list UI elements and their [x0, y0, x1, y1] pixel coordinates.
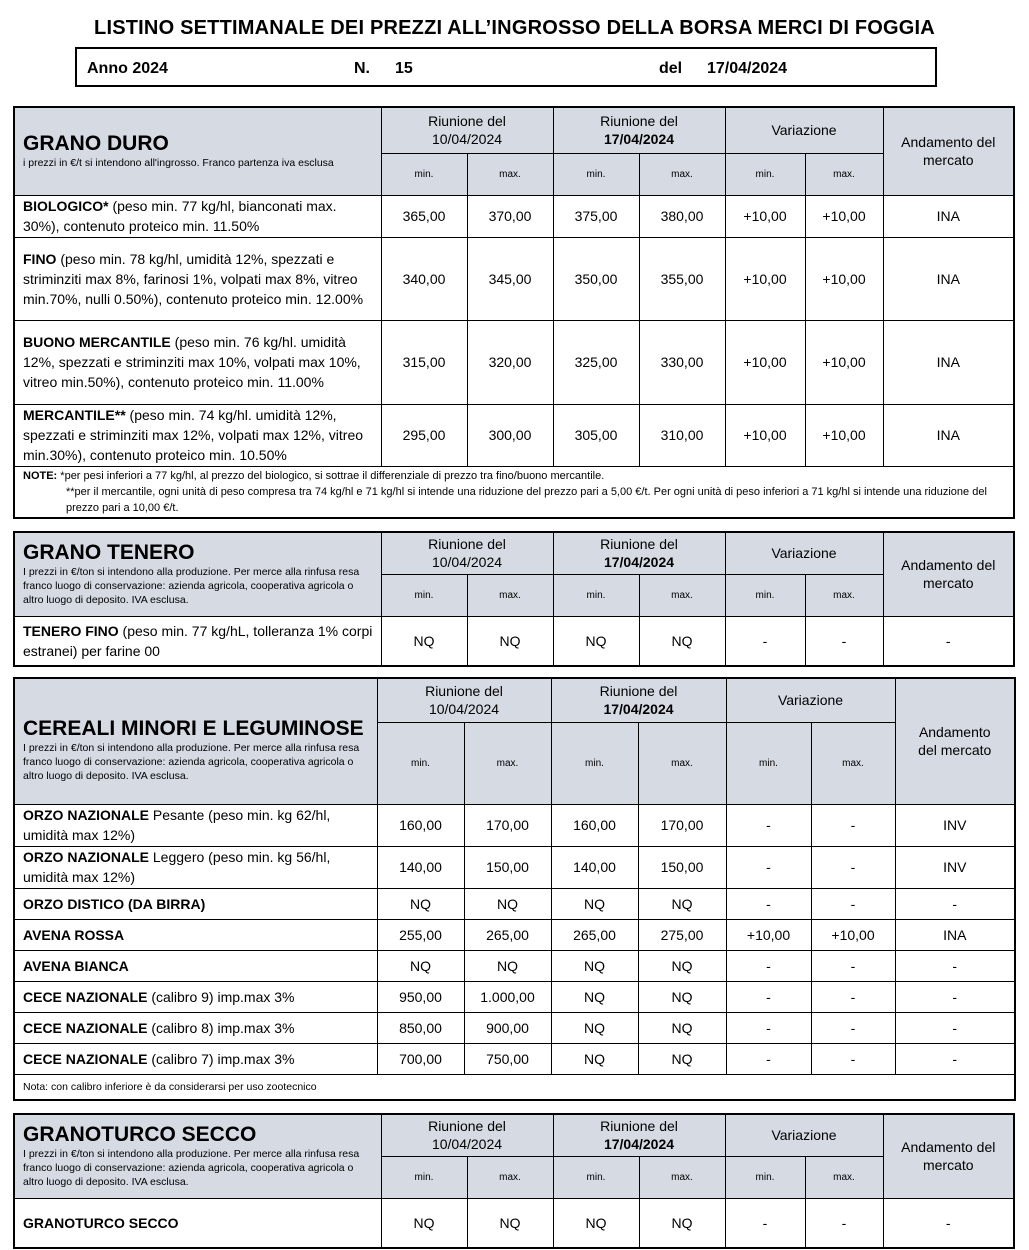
- sub-max: max.: [805, 153, 883, 195]
- table-row: [14, 888, 1015, 919]
- cell-andamento: INA: [895, 919, 1015, 950]
- cell-curr-min: 325,00: [553, 320, 639, 404]
- cell-var-min: +10,00: [725, 195, 805, 237]
- product-spec: (peso min. 76 kg/hl. umidità 12%, spezzati e striminziti max 10%, volpati max 10%, vitreo min.50%), contenuto proteico min. 11.00%: [23, 334, 361, 390]
- product-name: BIOLOGICO*: [23, 198, 109, 214]
- grano-tenero-title-cell: [14, 532, 381, 616]
- cell-curr-min: 265,00: [551, 919, 638, 950]
- cell-var-min: +10,00: [725, 404, 805, 466]
- granoturco-table: [13, 1113, 1015, 1249]
- cell-curr-max: 355,00: [639, 237, 725, 320]
- cell-var-max: -: [811, 804, 895, 846]
- sub-min: min.: [553, 153, 639, 195]
- product-spec: (calibro 7) imp.max 3%: [147, 1050, 295, 1067]
- cell-curr-max: 310,00: [639, 404, 725, 466]
- header-andamento: Andamento del mercato: [883, 1114, 1014, 1198]
- granoturco-subtitle: I prezzi in €/ton si intendono alla produzione. Per merce alla rinfusa resa franco luogo di conservazione: azienda agricola, cooperativa agricola o altro luogo di deposito. IVA esclusa.: [23, 1148, 360, 1189]
- cell-var-max: -: [811, 981, 895, 1012]
- cell-prev-min: NQ: [377, 950, 464, 981]
- cell-curr-min: NQ: [551, 888, 638, 919]
- product-name: AVENA ROSSA: [23, 926, 125, 943]
- product-description: [14, 950, 377, 981]
- product-description: [14, 1043, 377, 1074]
- listing-header: [75, 47, 937, 87]
- grano-duro-subtitle: i prezzi in €/t si intendono all'ingrosso. Franco partenza iva esclusa: [23, 157, 334, 170]
- sub-min: min.: [725, 153, 805, 195]
- cereali-table: [13, 677, 1016, 1101]
- sub-max: max.: [639, 1156, 725, 1198]
- table-row: [14, 1043, 1015, 1074]
- sub-min: min.: [726, 722, 811, 804]
- cereali-note: Nota: con calibro inferiore è da considerarsi per uso zootecnico: [14, 1074, 1015, 1100]
- granoturco-title: GRANOTURCO SECCO: [23, 1123, 257, 1147]
- cell-prev-min: 140,00: [377, 846, 464, 888]
- sub-max: max.: [467, 153, 553, 195]
- product-name: GRANOTURCO SECCO: [23, 1214, 179, 1231]
- cell-andamento: INA: [883, 404, 1014, 466]
- cell-curr-max: 150,00: [638, 846, 726, 888]
- cell-var-min: -: [726, 888, 811, 919]
- cell-curr-max: 380,00: [639, 195, 725, 237]
- cell-prev-min: 365,00: [381, 195, 467, 237]
- table-row: [14, 616, 1014, 666]
- cell-prev-max: 750,00: [464, 1043, 551, 1074]
- table-row: [14, 404, 1014, 466]
- cell-andamento: INV: [895, 804, 1015, 846]
- number-label: N.: [354, 60, 370, 77]
- sub-max: max.: [805, 574, 883, 616]
- cell-prev-max: NQ: [467, 616, 553, 666]
- cell-curr-min: NQ: [551, 950, 638, 981]
- cell-prev-min: NQ: [377, 888, 464, 919]
- sub-min: min.: [553, 1156, 639, 1198]
- product-description: [14, 404, 381, 466]
- product-name: ORZO NAZIONALE: [23, 807, 149, 823]
- product-name: AVENA BIANCA: [23, 957, 129, 974]
- cell-prev-max: 900,00: [464, 1012, 551, 1043]
- table-row: [14, 919, 1015, 950]
- cell-var-max: -: [805, 616, 883, 666]
- cell-prev-max: 1.000,00: [464, 981, 551, 1012]
- header-riunione-curr: Riunione del 17/04/2024: [553, 1114, 725, 1156]
- cell-andamento: -: [895, 888, 1015, 919]
- product-spec: (peso min. 77 kg/hl, bianconati max. 30%), contenuto proteico min. 11.50%: [23, 198, 337, 234]
- sub-max: max.: [811, 722, 895, 804]
- header-variazione: Variazione: [726, 678, 895, 722]
- cell-prev-min: 255,00: [377, 919, 464, 950]
- sub-max: max.: [467, 1156, 553, 1198]
- cell-var-max: +10,00: [805, 404, 883, 466]
- cell-var-max: -: [811, 950, 895, 981]
- cell-var-max: +10,00: [805, 195, 883, 237]
- cell-prev-max: 300,00: [467, 404, 553, 466]
- table-row: [14, 804, 1015, 846]
- cell-curr-max: NQ: [638, 1043, 726, 1074]
- table-row: [14, 237, 1014, 320]
- cell-curr-min: NQ: [553, 616, 639, 666]
- sub-min: min.: [553, 574, 639, 616]
- product-spec: (peso min. 77 kg/hL, tolleranza 1% corpi estranei) per farine 00: [23, 622, 373, 659]
- cell-curr-max: NQ: [639, 616, 725, 666]
- cell-prev-min: 295,00: [381, 404, 467, 466]
- table-row: [14, 846, 1015, 888]
- cell-var-min: +10,00: [726, 919, 811, 950]
- cell-curr-min: 350,00: [553, 237, 639, 320]
- product-description: [14, 616, 381, 666]
- cell-curr-min: 305,00: [553, 404, 639, 466]
- product-description: [14, 320, 381, 404]
- product-name: BUONO MERCANTILE: [23, 334, 171, 350]
- cell-var-min: -: [726, 981, 811, 1012]
- table-row: [14, 320, 1014, 404]
- product-spec: Leggero (peso min. kg 56/hl, umidità max 12%): [23, 849, 331, 885]
- cell-var-max: +10,00: [805, 320, 883, 404]
- cell-prev-max: 320,00: [467, 320, 553, 404]
- cell-andamento: -: [883, 616, 1014, 666]
- cell-curr-max: NQ: [639, 1198, 725, 1248]
- sub-min: min.: [381, 153, 467, 195]
- cell-curr-min: NQ: [551, 1043, 638, 1074]
- grano-duro-table: [13, 106, 1015, 519]
- cell-prev-min: NQ: [381, 1198, 467, 1248]
- cell-var-min: -: [725, 1198, 805, 1248]
- product-name: CECE NAZIONALE: [23, 1019, 148, 1036]
- cell-curr-min: NQ: [551, 1012, 638, 1043]
- sub-max: max.: [639, 574, 725, 616]
- cell-andamento: -: [895, 950, 1015, 981]
- product-spec: Pesante (peso min. kg 62/hl, umidità max 12%): [23, 807, 331, 843]
- sub-max: max.: [639, 153, 725, 195]
- cereali-title: CEREALI MINORI E LEGUMINOSE: [23, 717, 364, 741]
- number-value: 15: [395, 60, 413, 77]
- cell-var-max: -: [811, 1043, 895, 1074]
- cell-var-max: -: [811, 888, 895, 919]
- cell-var-min: -: [726, 1012, 811, 1043]
- grano-tenero-subtitle: I prezzi in €/ton si intendono alla produzione. Per merce alla rinfusa resa franco luogo di conservazione: azienda agricola, cooperativa agricola o altro luogo di deposito. IVA esclusa.: [23, 566, 360, 607]
- cell-var-min: -: [726, 804, 811, 846]
- sub-max: max.: [467, 574, 553, 616]
- product-description: [14, 804, 377, 846]
- table-row: [14, 1198, 1014, 1248]
- table-row: [14, 981, 1015, 1012]
- table-row: [14, 1012, 1015, 1043]
- product-name: ORZO DISTICO (DA BIRRA): [23, 895, 206, 912]
- product-description: [14, 919, 377, 950]
- cell-curr-max: 275,00: [638, 919, 726, 950]
- product-name: MERCANTILE**: [23, 407, 126, 423]
- grano-duro-note: NOTE: *per pesi inferiori a 77 kg/hl, al prezzo del biologico, si sottrae il differenziale di prezzo tra fino/buono mercantile. **per il mercantile, ogni unità di peso compresa tra 74 kg/hl e 71 kg/hl si intende una riduzione del prezzo pari a 5,00 €/t. Per ogni unità di peso inferiori a 71 kg/hl si intende una riduzione del prezzo pari a 10,00 €/t.: [14, 466, 1014, 518]
- header-andamento: Andamento del mercato: [883, 107, 1014, 195]
- sub-min: min.: [725, 1156, 805, 1198]
- product-description: [14, 1198, 381, 1248]
- cell-prev-max: 265,00: [464, 919, 551, 950]
- cell-var-max: -: [805, 1198, 883, 1248]
- header-riunione-curr: Riunione del 17/04/2024: [551, 678, 726, 722]
- cell-curr-max: 170,00: [638, 804, 726, 846]
- product-name: FINO: [23, 250, 57, 267]
- del-label: del: [659, 60, 683, 77]
- cell-curr-max: 330,00: [639, 320, 725, 404]
- cell-var-max: +10,00: [805, 237, 883, 320]
- cell-prev-min: 315,00: [381, 320, 467, 404]
- cell-andamento: INA: [883, 237, 1014, 320]
- cell-curr-min: 140,00: [551, 846, 638, 888]
- header-variazione: Variazione: [725, 107, 883, 153]
- header-andamento: Andamento del mercato: [895, 678, 1015, 804]
- sub-min: min.: [725, 574, 805, 616]
- cell-var-max: -: [811, 846, 895, 888]
- product-name: CECE NAZIONALE: [23, 1050, 148, 1067]
- cell-var-max: -: [811, 1012, 895, 1043]
- page-title: LISTINO SETTIMANALE DEI PREZZI ALL’INGROSSO DELLA BORSA MERCI DI FOGGIA: [94, 17, 935, 39]
- cell-prev-max: 150,00: [464, 846, 551, 888]
- listing-date: 17/04/2024: [707, 60, 788, 77]
- cell-curr-min: NQ: [551, 981, 638, 1012]
- product-name: TENERO FINO: [23, 622, 119, 639]
- cell-var-min: -: [725, 616, 805, 666]
- cell-andamento: -: [895, 981, 1015, 1012]
- cell-prev-max: NQ: [467, 1198, 553, 1248]
- header-riunione-curr: Riunione del 17/04/2024: [553, 107, 725, 153]
- cell-curr-max: NQ: [638, 1012, 726, 1043]
- cell-andamento: -: [883, 1198, 1014, 1248]
- sub-min: min.: [551, 722, 638, 804]
- cell-andamento: INV: [895, 846, 1015, 888]
- product-name: CECE NAZIONALE: [23, 988, 148, 1005]
- cell-andamento: INA: [883, 195, 1014, 237]
- product-spec: (peso min. 74 kg/hl. umidità 12%, spezzati e striminziti max 12%, volpati max 12%, vitreo min.30%), contenuto proteico min. 10.50%: [23, 407, 364, 463]
- cell-prev-max: NQ: [464, 950, 551, 981]
- cell-curr-max: NQ: [638, 950, 726, 981]
- header-variazione: Variazione: [725, 1114, 883, 1156]
- cell-curr-min: 375,00: [553, 195, 639, 237]
- cell-prev-max: 370,00: [467, 195, 553, 237]
- product-description: [14, 888, 377, 919]
- cell-andamento: -: [895, 1012, 1015, 1043]
- cereali-title-cell: [14, 678, 377, 804]
- product-spec: (calibro 8) imp.max 3%: [147, 1019, 295, 1036]
- product-description: [14, 1012, 377, 1043]
- cell-var-min: -: [726, 846, 811, 888]
- cell-prev-min: 340,00: [381, 237, 467, 320]
- cell-curr-max: NQ: [638, 981, 726, 1012]
- sub-min: min.: [381, 1156, 467, 1198]
- sub-min: min.: [381, 574, 467, 616]
- sub-max: max.: [464, 722, 551, 804]
- sub-max: max.: [805, 1156, 883, 1198]
- cell-var-min: -: [726, 950, 811, 981]
- product-description: [14, 981, 377, 1012]
- product-description: [14, 195, 381, 237]
- header-variazione: Variazione: [725, 532, 883, 574]
- header-riunione-prev: Riunione del 10/04/2024: [381, 1114, 553, 1156]
- product-spec: (calibro 9) imp.max 3%: [147, 988, 295, 1005]
- cell-prev-max: 170,00: [464, 804, 551, 846]
- grano-duro-title-cell: [14, 107, 381, 195]
- cell-curr-min: NQ: [553, 1198, 639, 1248]
- cell-andamento: INA: [883, 320, 1014, 404]
- cell-var-max: +10,00: [811, 919, 895, 950]
- product-name: ORZO NAZIONALE: [23, 849, 149, 865]
- granoturco-title-cell: [14, 1114, 381, 1198]
- product-spec: (peso min. 78 kg/hl, umidità 12%, spezzati e striminziti max 8%, farinosi 1%, volpati max 8%, vitreo min.70%, nulli 0.50%), contenuto proteico min. 12.00%: [23, 250, 364, 307]
- cell-prev-min: 700,00: [377, 1043, 464, 1074]
- header-riunione-prev: Riunione del 10/04/2024: [381, 107, 553, 153]
- cereali-subtitle: I prezzi in €/ton si intendono alla produzione. Per merce alla rinfusa resa franco luogo di conservazione: azienda agricola, cooperativa agricola o altro luogo di deposito. IVA esclusa.: [23, 742, 360, 783]
- cell-andamento: -: [895, 1043, 1015, 1074]
- header-riunione-prev: Riunione del 10/04/2024: [381, 532, 553, 574]
- cell-curr-min: 160,00: [551, 804, 638, 846]
- header-riunione-prev: Riunione del 10/04/2024: [377, 678, 551, 722]
- cell-var-min: +10,00: [725, 237, 805, 320]
- cell-prev-max: NQ: [464, 888, 551, 919]
- cell-var-min: +10,00: [725, 320, 805, 404]
- grano-tenero-table: [13, 531, 1015, 667]
- cell-prev-max: 345,00: [467, 237, 553, 320]
- grano-duro-title: GRANO DURO: [23, 132, 169, 156]
- cell-prev-min: NQ: [381, 616, 467, 666]
- cell-prev-min: 160,00: [377, 804, 464, 846]
- table-row: [14, 950, 1015, 981]
- product-description: [14, 237, 381, 320]
- cell-prev-min: 850,00: [377, 1012, 464, 1043]
- cell-var-min: -: [726, 1043, 811, 1074]
- sub-max: max.: [638, 722, 726, 804]
- grano-tenero-title: GRANO TENERO: [23, 541, 195, 565]
- sub-min: min.: [377, 722, 464, 804]
- cell-curr-max: NQ: [638, 888, 726, 919]
- header-andamento: Andamento del mercato: [883, 532, 1014, 616]
- product-description: [14, 846, 377, 888]
- table-row: [14, 195, 1014, 237]
- anno-label: Anno 2024: [87, 60, 168, 77]
- header-riunione-curr: Riunione del 17/04/2024: [553, 532, 725, 574]
- cell-prev-min: 950,00: [377, 981, 464, 1012]
